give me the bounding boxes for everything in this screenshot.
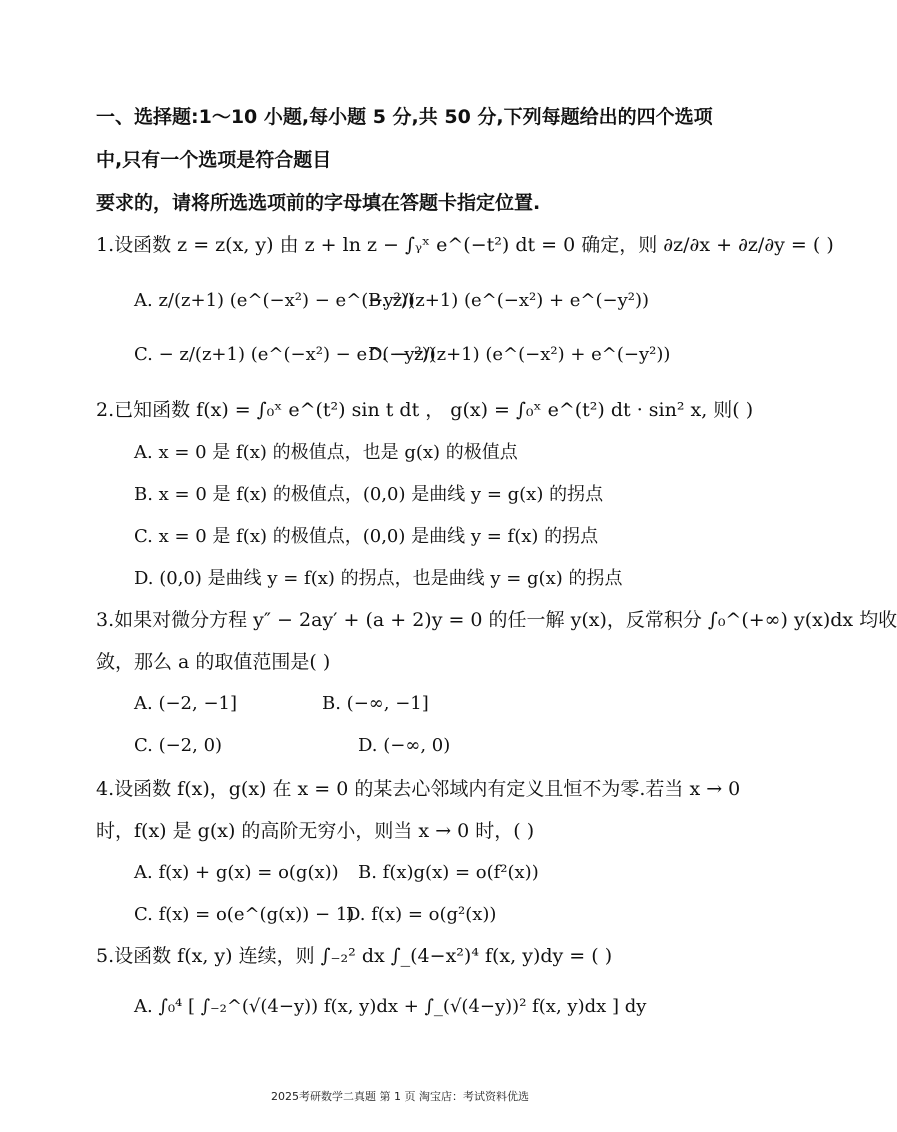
- question-4-option-c: C. f(x) = o(e^(g(x)) − 1): [134, 904, 355, 925]
- section-heading-line3: 要求的，请将所选选项前的字母填在答题卡指定位置.: [96, 192, 541, 214]
- question-4-stem-line2: 时，f(x) 是 g(x) 的高阶无穷小，则当 x → 0 时，( ): [96, 820, 535, 842]
- question-2-option-b: B. x = 0 是 f(x) 的极值点，(0,0) 是曲线 y = g(x) 的拐点: [134, 484, 604, 505]
- page-footer: 2025考研数学二真题 第 1 页 淘宝店：考试资料优选: [271, 1090, 529, 1103]
- question-3-option-d: D. (−∞, 0): [358, 735, 451, 756]
- question-4-option-b: B. f(x)g(x) = o(f²(x)): [358, 862, 539, 883]
- question-5-option-a: A. ∫₀⁴ [ ∫₋₂^(√(4−y)) f(x, y)dx + ∫_(√(4−y))² f(x, y)dx ] dy: [134, 996, 647, 1017]
- question-3-option-b: B. (−∞, −1]: [322, 693, 429, 714]
- question-2-stem: 2.已知函数 f(x) = ∫₀ˣ e^(t²) sin t dt ， g(x) = ∫₀ˣ e^(t²) dt · sin² x, 则( ): [96, 399, 754, 421]
- question-1-option-a: A. z/(z+1) (e^(−x²) − e^(−y²)): [134, 290, 415, 311]
- question-4-option-a: A. f(x) + g(x) = o(g(x)): [134, 862, 339, 883]
- question-5-stem: 5.设函数 f(x, y) 连续，则 ∫₋₂² dx ∫_(4−x²)⁴ f(x, y)dy = ( ): [96, 945, 613, 967]
- question-3-option-a: A. (−2, −1]: [134, 693, 237, 714]
- question-4-stem-line1: 4.设函数 f(x)，g(x) 在 x = 0 的某去心邻域内有定义且恒不为零.若当 x → 0: [96, 778, 741, 800]
- question-3-stem-line2: 敛，那么 a 的取值范围是( ): [96, 651, 331, 673]
- question-4-option-d: D. f(x) = o(g²(x)): [346, 904, 497, 925]
- section-heading-line1: 一、选择题:1～10 小题,每小题 5 分,共 50 分,下列每题给出的四个选项: [96, 106, 713, 128]
- question-1-option-d: D. − z/(z+1) (e^(−x²) + e^(−y²)): [368, 344, 671, 365]
- question-2-option-c: C. x = 0 是 f(x) 的极值点，(0,0) 是曲线 y = f(x) 的拐点: [134, 526, 599, 547]
- question-2-option-d: D. (0,0) 是曲线 y = f(x) 的拐点，也是曲线 y = g(x) 的拐点: [134, 568, 623, 589]
- question-1-stem: 1.设函数 z = z(x, y) 由 z + ln z − ∫ᵧˣ e^(−t²) dt = 0 确定，则 ∂z/∂x + ∂z/∂y = ( ): [96, 234, 834, 256]
- question-1-option-b: B. z/(z+1) (e^(−x²) + e^(−y²)): [368, 290, 650, 311]
- question-3-stem-line1: 3.如果对微分方程 y″ − 2ay′ + (a + 2)y = 0 的任一解 y(x)，反常积分 ∫₀^(+∞) y(x)dx 均收: [96, 609, 897, 631]
- section-heading-line2: 中,只有一个选项是符合题目: [96, 149, 332, 171]
- question-2-option-a: A. x = 0 是 f(x) 的极值点，也是 g(x) 的极值点: [134, 442, 518, 463]
- question-1-option-c: C. − z/(z+1) (e^(−x²) − e^(−y²)): [134, 344, 436, 365]
- question-3-option-c: C. (−2, 0): [134, 735, 223, 756]
